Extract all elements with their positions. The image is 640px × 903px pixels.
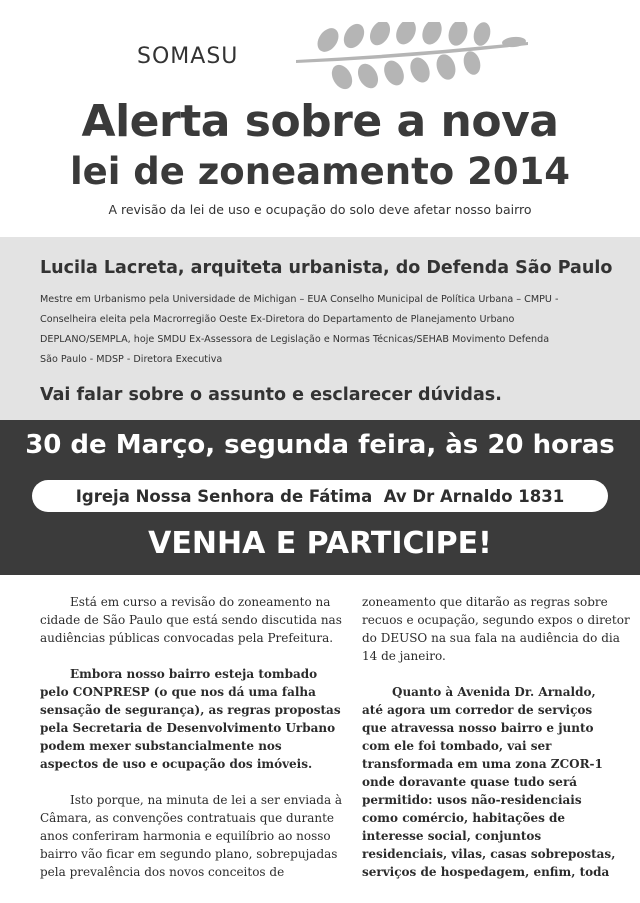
text-line: pelo CONPRESP (o que nos dá uma falha xyxy=(40,685,316,699)
text-line: com ele foi tombado, vai ser xyxy=(362,739,552,753)
call-to-action: VENHA E PARTICIPE! xyxy=(148,526,492,561)
text-line: serviços de hospedagem, enfim, toda xyxy=(362,865,610,879)
text-line: onde doravante quase tudo será xyxy=(362,775,578,789)
org-name: SOMASU xyxy=(137,44,239,69)
body-column-left xyxy=(40,593,343,899)
text-line: Está em curso a revisão do zoneamento na xyxy=(70,595,331,609)
bio-line: Conselheira eleita pela Macrorregião Oeste Ex-Diretora do Departamento de Planejamento Urbano xyxy=(40,314,515,325)
text-line: até agora um corredor de serviços xyxy=(362,703,593,717)
paragraph xyxy=(40,593,342,647)
title-line-2: lei de zoneamento 2014 xyxy=(69,150,571,193)
text-line: permitido: usos não-residenciais xyxy=(362,793,582,807)
text-line: Embora nosso bairro esteja tombado xyxy=(70,667,318,681)
text-line: pela prevalência dos novos conceitos de xyxy=(40,865,285,879)
text-line: cidade de São Paulo que está sendo discutida nas xyxy=(40,613,342,627)
text-line: Isto porque, na minuta de lei a ser enviada à xyxy=(70,793,343,807)
bio-line: Mestre em Urbanismo pela Universidade de Michigan – EUA Conselho Municipal de Política Urbana – CMPU - xyxy=(40,294,559,305)
text-line: pela Secretaria de Desenvolvimento Urbano xyxy=(40,721,336,735)
venue-pill xyxy=(32,480,608,512)
text-line: do DEUSO na sua fala na audiência do dia xyxy=(362,631,620,645)
speaker-bio xyxy=(40,290,600,370)
text-line: Câmara, as convenções contratuais que durante xyxy=(40,811,334,825)
text-line: transformada em uma zona ZCOR-1 xyxy=(362,757,603,771)
leaf-branch-icon xyxy=(292,22,530,92)
paragraph xyxy=(362,593,630,665)
text-line: Quanto à Avenida Dr. Arnaldo, xyxy=(392,685,596,699)
text-line: podem mexer substancialmente nos xyxy=(40,739,282,753)
bio-line: DEPLANO/SEMPLA, hoje SMDU Ex-Assessora de Legislação e Normas Técnicas/SEHAB Movimento Defenda xyxy=(40,334,550,345)
paragraph xyxy=(362,683,616,881)
text-line: audiências públicas convocadas pela Prefeitura. xyxy=(40,631,334,645)
speaker-name: Lucila Lacreta, arquiteta urbanista, do Defenda São Paulo xyxy=(40,258,613,278)
body-column-right xyxy=(362,593,630,899)
text-line: anos conferiram harmonia e equilíbrio ao nosso xyxy=(40,829,331,843)
bio-line: São Paulo - MDSP - Diretora Executiva xyxy=(40,354,223,365)
subtitle: A revisão da lei de uso e ocupação do solo deve afetar nosso bairro xyxy=(108,202,532,217)
text-line: como comércio, habitações de xyxy=(362,811,566,825)
text-line: 14 de janeiro. xyxy=(362,649,446,663)
text-line: que atravessa nosso bairro e junto xyxy=(362,721,594,735)
paragraph xyxy=(40,665,341,773)
text-line: zoneamento que ditarão as regras sobre xyxy=(362,595,608,609)
text-line: sensação de segurança), as regras propostas xyxy=(40,703,341,717)
paragraph xyxy=(40,791,343,881)
text-line: recuos e ocupação, segundo expos o diretor xyxy=(362,613,630,627)
title-line-1: Alerta sobre a nova xyxy=(81,96,559,147)
speaker-topic: Vai falar sobre o assunto e esclarecer dúvidas. xyxy=(40,385,502,405)
text-line: interesse social, conjuntos xyxy=(362,829,542,843)
text-line: bairro vão ficar em segundo plano, sobrepujadas xyxy=(40,847,338,861)
venue-text: Igreja Nossa Senhora de Fátima Av Dr Arnaldo 1831 xyxy=(75,486,565,506)
text-line: aspectos de uso e ocupação dos imóveis. xyxy=(40,757,313,771)
text-line: residenciais, vilas, casas sobrepostas, xyxy=(362,847,616,861)
event-date: 30 de Março, segunda feira, às 20 horas xyxy=(25,430,615,460)
